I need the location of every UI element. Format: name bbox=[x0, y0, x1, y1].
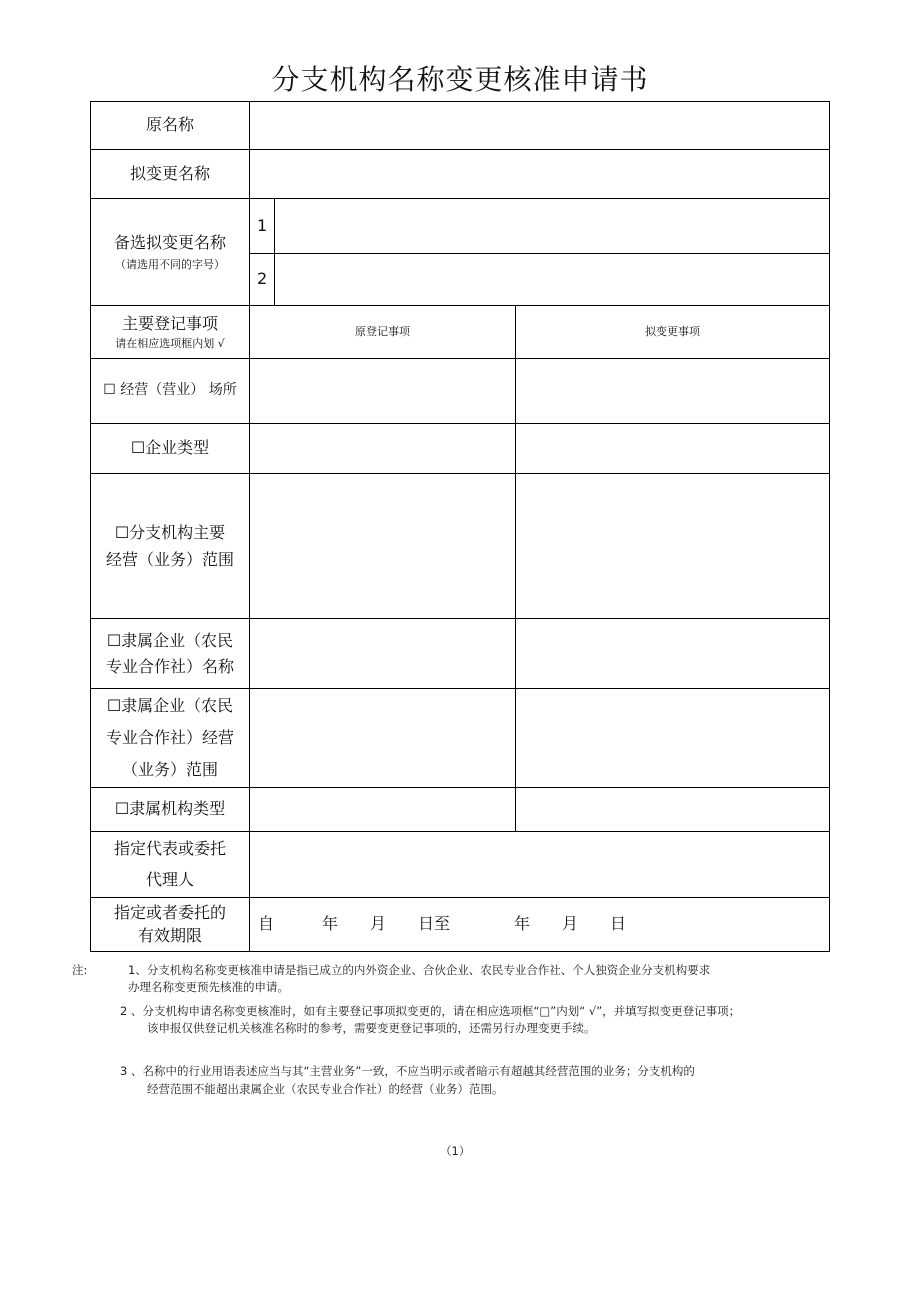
parent-name-line-2: 专业合作社）名称 bbox=[105, 656, 234, 676]
alternative-name-text: 备选拟变更名称 bbox=[113, 233, 226, 253]
note-1b: 办理名称变更预先核准的申请。 bbox=[128, 980, 289, 994]
field-premises-original[interactable] bbox=[249, 358, 516, 424]
parent-scope-line-2: 专业合作社）经营 bbox=[105, 728, 234, 747]
note-2b: 该申报仅供登记机关核准名称时的参考，需要变更登记事项的，还需另行办理变更手续。 bbox=[147, 1021, 596, 1035]
page-number: （1） bbox=[440, 1144, 471, 1158]
checkbox-enterprise-type[interactable]: ☐企业类型 bbox=[90, 423, 250, 474]
agent-line-2: 代理人 bbox=[145, 869, 194, 889]
field-org-type-proposed[interactable] bbox=[515, 787, 830, 832]
alternative-name-hint: （请选用不同的字号） bbox=[115, 257, 225, 271]
period-line-1: 指定或者委托的 bbox=[113, 903, 226, 923]
label-period bbox=[90, 897, 250, 952]
col-proposed-items: 拟变更事项 bbox=[515, 305, 830, 359]
field-parent-scope-original[interactable] bbox=[249, 688, 516, 788]
form-title: 分支机构名称变更核准申请书 bbox=[271, 63, 649, 96]
field-parent-name-original[interactable] bbox=[249, 618, 516, 689]
label-agent bbox=[90, 831, 250, 898]
main-items-text: 主要登记事项 bbox=[121, 314, 218, 334]
note-3b: 经营范围不能超出隶属企业（农民专业合作社）的经营（业务）范围。 bbox=[147, 1082, 504, 1096]
note-2a: 2 、分支机构申请名称变更核准时，如有主要登记事项拟变更的，请在相应选项框“□”内划“ √”，并填写拟变更登记事项； bbox=[120, 1004, 741, 1018]
field-parent-scope-proposed[interactable] bbox=[515, 688, 830, 788]
note-1a: 1、分支机构名称变更核准申请是指已成立的内外资企业、合伙企业、农民专业合作社、个人独资企业分支机构要求 bbox=[128, 963, 711, 977]
field-premises-proposed[interactable] bbox=[515, 358, 830, 424]
field-scope-original[interactable] bbox=[249, 473, 516, 619]
col-original-items: 原登记事项 bbox=[249, 305, 516, 359]
scope-line-2: 经营（业务）范围 bbox=[105, 550, 234, 569]
checkbox-org-type[interactable]: ☐隶属机构类型 bbox=[90, 787, 250, 832]
field-org-type-original[interactable] bbox=[249, 787, 516, 832]
field-alternative-2[interactable] bbox=[274, 253, 830, 306]
field-scope-proposed[interactable] bbox=[515, 473, 830, 619]
parent-scope-line-1: ☐隶属企业（农民 bbox=[106, 696, 234, 715]
field-alternative-1[interactable] bbox=[274, 198, 830, 254]
alt-number-2: 2 bbox=[249, 253, 275, 306]
label-alternative-name bbox=[90, 198, 250, 306]
label-original-name: 原名称 bbox=[90, 101, 250, 150]
checkbox-parent-scope[interactable] bbox=[90, 688, 250, 788]
field-original-name[interactable] bbox=[249, 101, 830, 150]
parent-name-line-1: ☐隶属企业（农民 bbox=[106, 630, 234, 650]
notes-label: 注: bbox=[72, 963, 88, 977]
checkbox-premises[interactable]: ☐ 经营（营业） 场所 bbox=[90, 358, 250, 424]
scope-line-1: ☐分支机构主要 bbox=[114, 522, 226, 542]
alt-number-1: 1 bbox=[249, 198, 275, 254]
parent-scope-line-3: （业务）范围 bbox=[121, 760, 218, 779]
field-parent-name-proposed[interactable] bbox=[515, 618, 830, 689]
field-proposed-name[interactable] bbox=[249, 149, 830, 199]
field-type-proposed[interactable] bbox=[515, 423, 830, 474]
main-items-hint: 请在相应选项框内划 √ bbox=[115, 336, 225, 350]
period-line-2: 有效期限 bbox=[137, 925, 202, 945]
label-proposed-name: 拟变更名称 bbox=[90, 149, 250, 199]
agent-line-1: 指定代表或委托 bbox=[113, 839, 226, 859]
field-agent[interactable] bbox=[249, 831, 830, 898]
note-3a: 3 、名称中的行业用语表述应当与其“主营业务”一致，不应当明示或者暗示有超越其经营范围的业务；分支机构的 bbox=[120, 1064, 695, 1078]
label-main-items bbox=[90, 305, 250, 359]
field-period[interactable]: 自 年 月 日至 年 月 日 bbox=[249, 897, 830, 952]
checkbox-scope[interactable] bbox=[90, 473, 250, 619]
checkbox-parent-name[interactable] bbox=[90, 618, 250, 689]
field-type-original[interactable] bbox=[249, 423, 516, 474]
